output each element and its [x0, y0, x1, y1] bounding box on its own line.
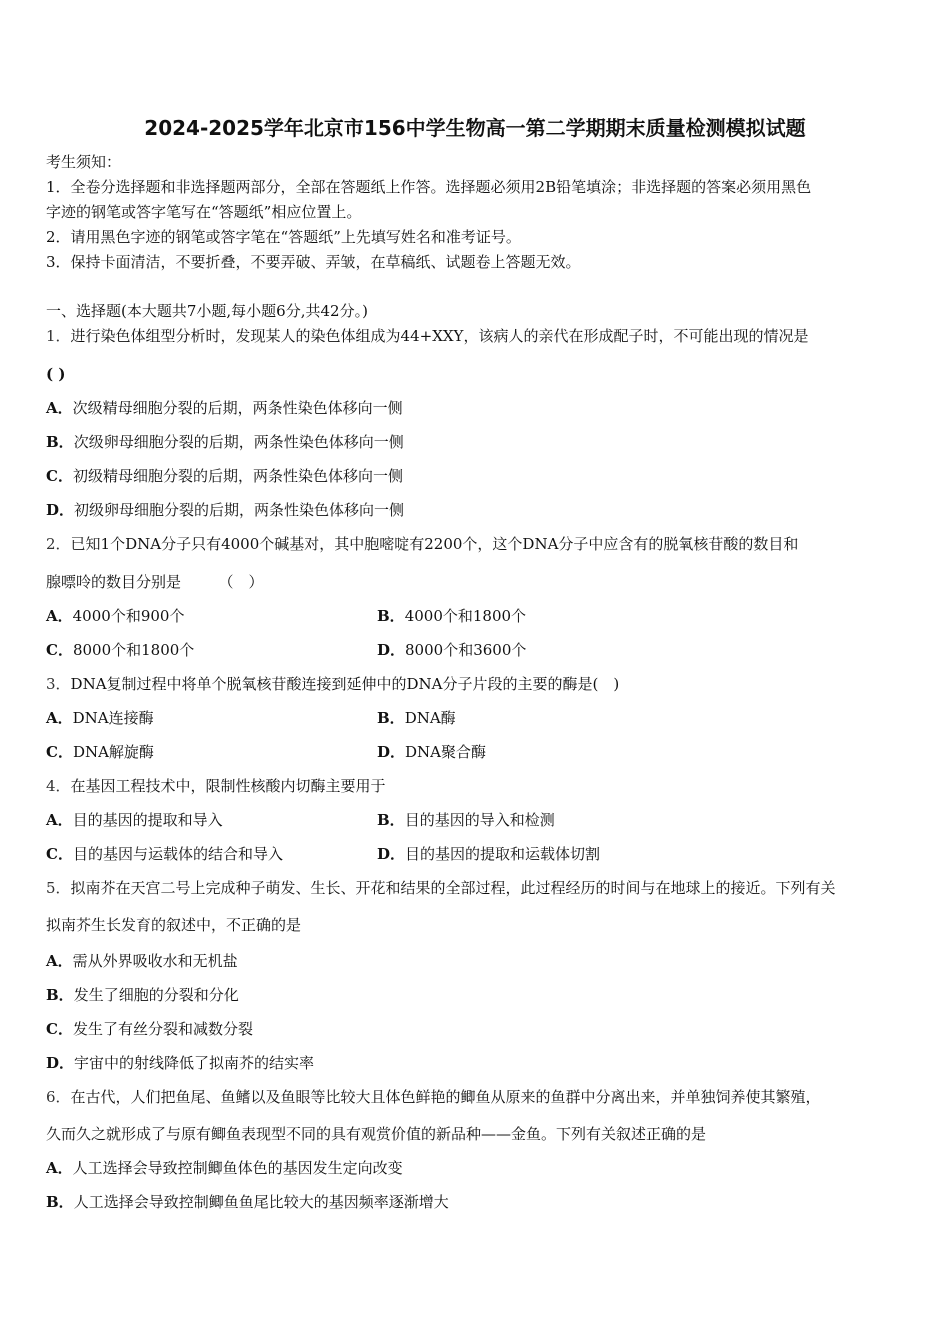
- q1-option-a[interactable]: [46, 398, 403, 418]
- question-number: 4．: [46, 777, 71, 795]
- question-1: [46, 326, 808, 346]
- question-2: [46, 534, 798, 554]
- question-number: 1．: [46, 327, 71, 345]
- q5-option-d[interactable]: [46, 1053, 314, 1073]
- notice-line-2: 字迹的钢笔或答字笔写在“答题纸”相应位置上。: [46, 203, 362, 221]
- q3-option-a[interactable]: [46, 708, 154, 728]
- option-label: B．: [46, 433, 74, 451]
- question-text: 在基因工程技术中，限制性核酸内切酶主要用于: [70, 777, 386, 795]
- question-number: 3．: [46, 675, 71, 693]
- notice-line-4: 3．保持卡面清洁，不要折叠，不要弄破、弄皱，在草稿纸、试题卷上答题无效。: [46, 253, 581, 271]
- option-label: B．: [377, 709, 405, 727]
- q1-option-c[interactable]: [46, 466, 403, 486]
- option-text: 人工选择会导致控制鲫鱼体色的基因发生定向改变: [72, 1159, 403, 1177]
- option-text: 4000个和900个: [72, 607, 185, 625]
- option-label: A．: [46, 1159, 73, 1177]
- question-6-cont: 久而久之就形成了与原有鲫鱼表现型不同的具有观赏价值的新品种——金鱼。下列有关叙述正确的是: [46, 1125, 707, 1143]
- option-text: 初级卵母细胞分裂的后期，两条性染色体移向一侧: [74, 501, 405, 519]
- option-label: D．: [46, 1054, 75, 1072]
- option-text: DNA解旋酶: [72, 743, 154, 761]
- option-text: 初级精母细胞分裂的后期，两条性染色体移向一侧: [72, 467, 403, 485]
- q3-option-c[interactable]: [46, 742, 154, 762]
- notice-line-1: 1．全卷分选择题和非选择题两部分，全部在答题纸上作答。选择题必须用2B铅笔填涂；非选择题的答案必须用黑色: [46, 178, 812, 196]
- question-number: 6．: [46, 1088, 71, 1106]
- option-label: B．: [46, 986, 74, 1004]
- question-number: 2．: [46, 535, 71, 553]
- question-2-cont: 腺嘌呤的数目分别是 （ ）: [46, 573, 264, 591]
- q2-option-b[interactable]: [377, 606, 526, 626]
- option-text: 宇宙中的射线降低了拟南芥的结实率: [74, 1054, 315, 1072]
- q2-option-a[interactable]: [46, 606, 184, 626]
- notice-heading: 考生须知：: [46, 153, 122, 171]
- q3-option-d[interactable]: [377, 742, 486, 762]
- option-text: 目的基因的提取和导入: [72, 811, 223, 829]
- option-text: 目的基因的提取和运载体切割: [405, 845, 601, 863]
- page-title: 2024-2025学年北京市156中学生物高一第二学期期末质量检测模拟试题: [144, 116, 806, 140]
- option-label: B．: [377, 607, 405, 625]
- option-text: 8000个和3600个: [405, 641, 527, 659]
- question-text: DNA复制过程中将单个脱氧核苷酸连接到延伸中的DNA分子片段的主要的酶是( ): [70, 675, 620, 693]
- question-6: [46, 1087, 821, 1107]
- question-4: [46, 776, 386, 796]
- q2-option-d[interactable]: [377, 640, 526, 660]
- option-text: 目的基因与运载体的结合和导入: [72, 845, 283, 863]
- question-text: 拟南芥在天宫二号上完成种子萌发、生长、开花和结果的全部过程，此过程经历的时间与在地球上的接近。下列有关: [70, 879, 836, 897]
- option-label: D．: [377, 845, 406, 863]
- option-text: 8000个和1800个: [72, 641, 195, 659]
- q2-option-c[interactable]: [46, 640, 194, 660]
- option-text: 人工选择会导致控制鲫鱼鱼尾比较大的基因频率逐渐增大: [73, 1193, 449, 1211]
- option-text: 需从外界吸收水和无机盐: [72, 952, 238, 970]
- q4-option-a[interactable]: [46, 810, 223, 830]
- option-label: B．: [377, 811, 405, 829]
- q4-option-b[interactable]: [377, 810, 555, 830]
- option-label: A．: [46, 399, 73, 417]
- option-label: C．: [46, 845, 73, 863]
- option-text: 目的基因的导入和检测: [404, 811, 555, 829]
- option-text: DNA连接酶: [72, 709, 154, 727]
- option-label: A．: [46, 811, 73, 829]
- q1-option-d[interactable]: [46, 500, 404, 520]
- question-5: [46, 878, 836, 898]
- option-label: A．: [46, 709, 73, 727]
- q4-option-c[interactable]: [46, 844, 283, 864]
- option-text: DNA酶: [404, 709, 456, 727]
- notice-line-3: 2．请用黑色字迹的钢笔或答字笔在“答题纸”上先填写姓名和准考证号。: [46, 228, 521, 246]
- q5-option-c[interactable]: [46, 1019, 253, 1039]
- question-text: 在古代，人们把鱼尾、鱼鳍以及鱼眼等比较大且体色鲜艳的鲫鱼从原来的鱼群中分离出来，并单独饲养使其繁殖，: [70, 1088, 821, 1106]
- option-label: D．: [377, 743, 406, 761]
- option-text: DNA聚合酶: [405, 743, 486, 761]
- option-text: 发生了细胞的分裂和分化: [73, 986, 239, 1004]
- q4-option-d[interactable]: [377, 844, 600, 864]
- option-text: 4000个和1800个: [404, 607, 527, 625]
- question-number: 5．: [46, 879, 71, 897]
- option-text: 次级精母细胞分裂的后期，两条性染色体移向一侧: [72, 399, 403, 417]
- q5-option-a[interactable]: [46, 951, 238, 971]
- option-text: 次级卵母细胞分裂的后期，两条性染色体移向一侧: [73, 433, 404, 451]
- question-5-cont: 拟南芥生长发育的叙述中，不正确的是: [46, 916, 302, 934]
- q6-option-a[interactable]: [46, 1158, 403, 1178]
- option-label: B．: [46, 1193, 74, 1211]
- question-text: 已知1个DNA分子只有4000个碱基对，其中胞嘧啶有2200个，这个DNA分子中应含有的脱氧核苷酸的数目和: [70, 535, 799, 553]
- option-label: C．: [46, 467, 73, 485]
- section-heading: 一、选择题(本大题共7小题,每小题6分,共42分。): [46, 302, 368, 320]
- option-text: 发生了有丝分裂和减数分裂: [72, 1020, 253, 1038]
- question-1-cont: ( ): [46, 365, 66, 383]
- q3-option-b[interactable]: [377, 708, 456, 728]
- q5-option-b[interactable]: [46, 985, 239, 1005]
- q6-option-b[interactable]: [46, 1192, 449, 1212]
- option-label: D．: [377, 641, 406, 659]
- question-3: [46, 674, 619, 694]
- option-label: C．: [46, 1020, 73, 1038]
- option-label: A．: [46, 607, 73, 625]
- option-label: C．: [46, 743, 73, 761]
- option-label: A．: [46, 952, 73, 970]
- q1-option-b[interactable]: [46, 432, 404, 452]
- option-label: D．: [46, 501, 75, 519]
- question-text: 进行染色体组型分析时，发现某人的染色体组成为44+XXY，该病人的亲代在形成配子时，不可能出现的情况是: [70, 327, 809, 345]
- option-label: C．: [46, 641, 73, 659]
